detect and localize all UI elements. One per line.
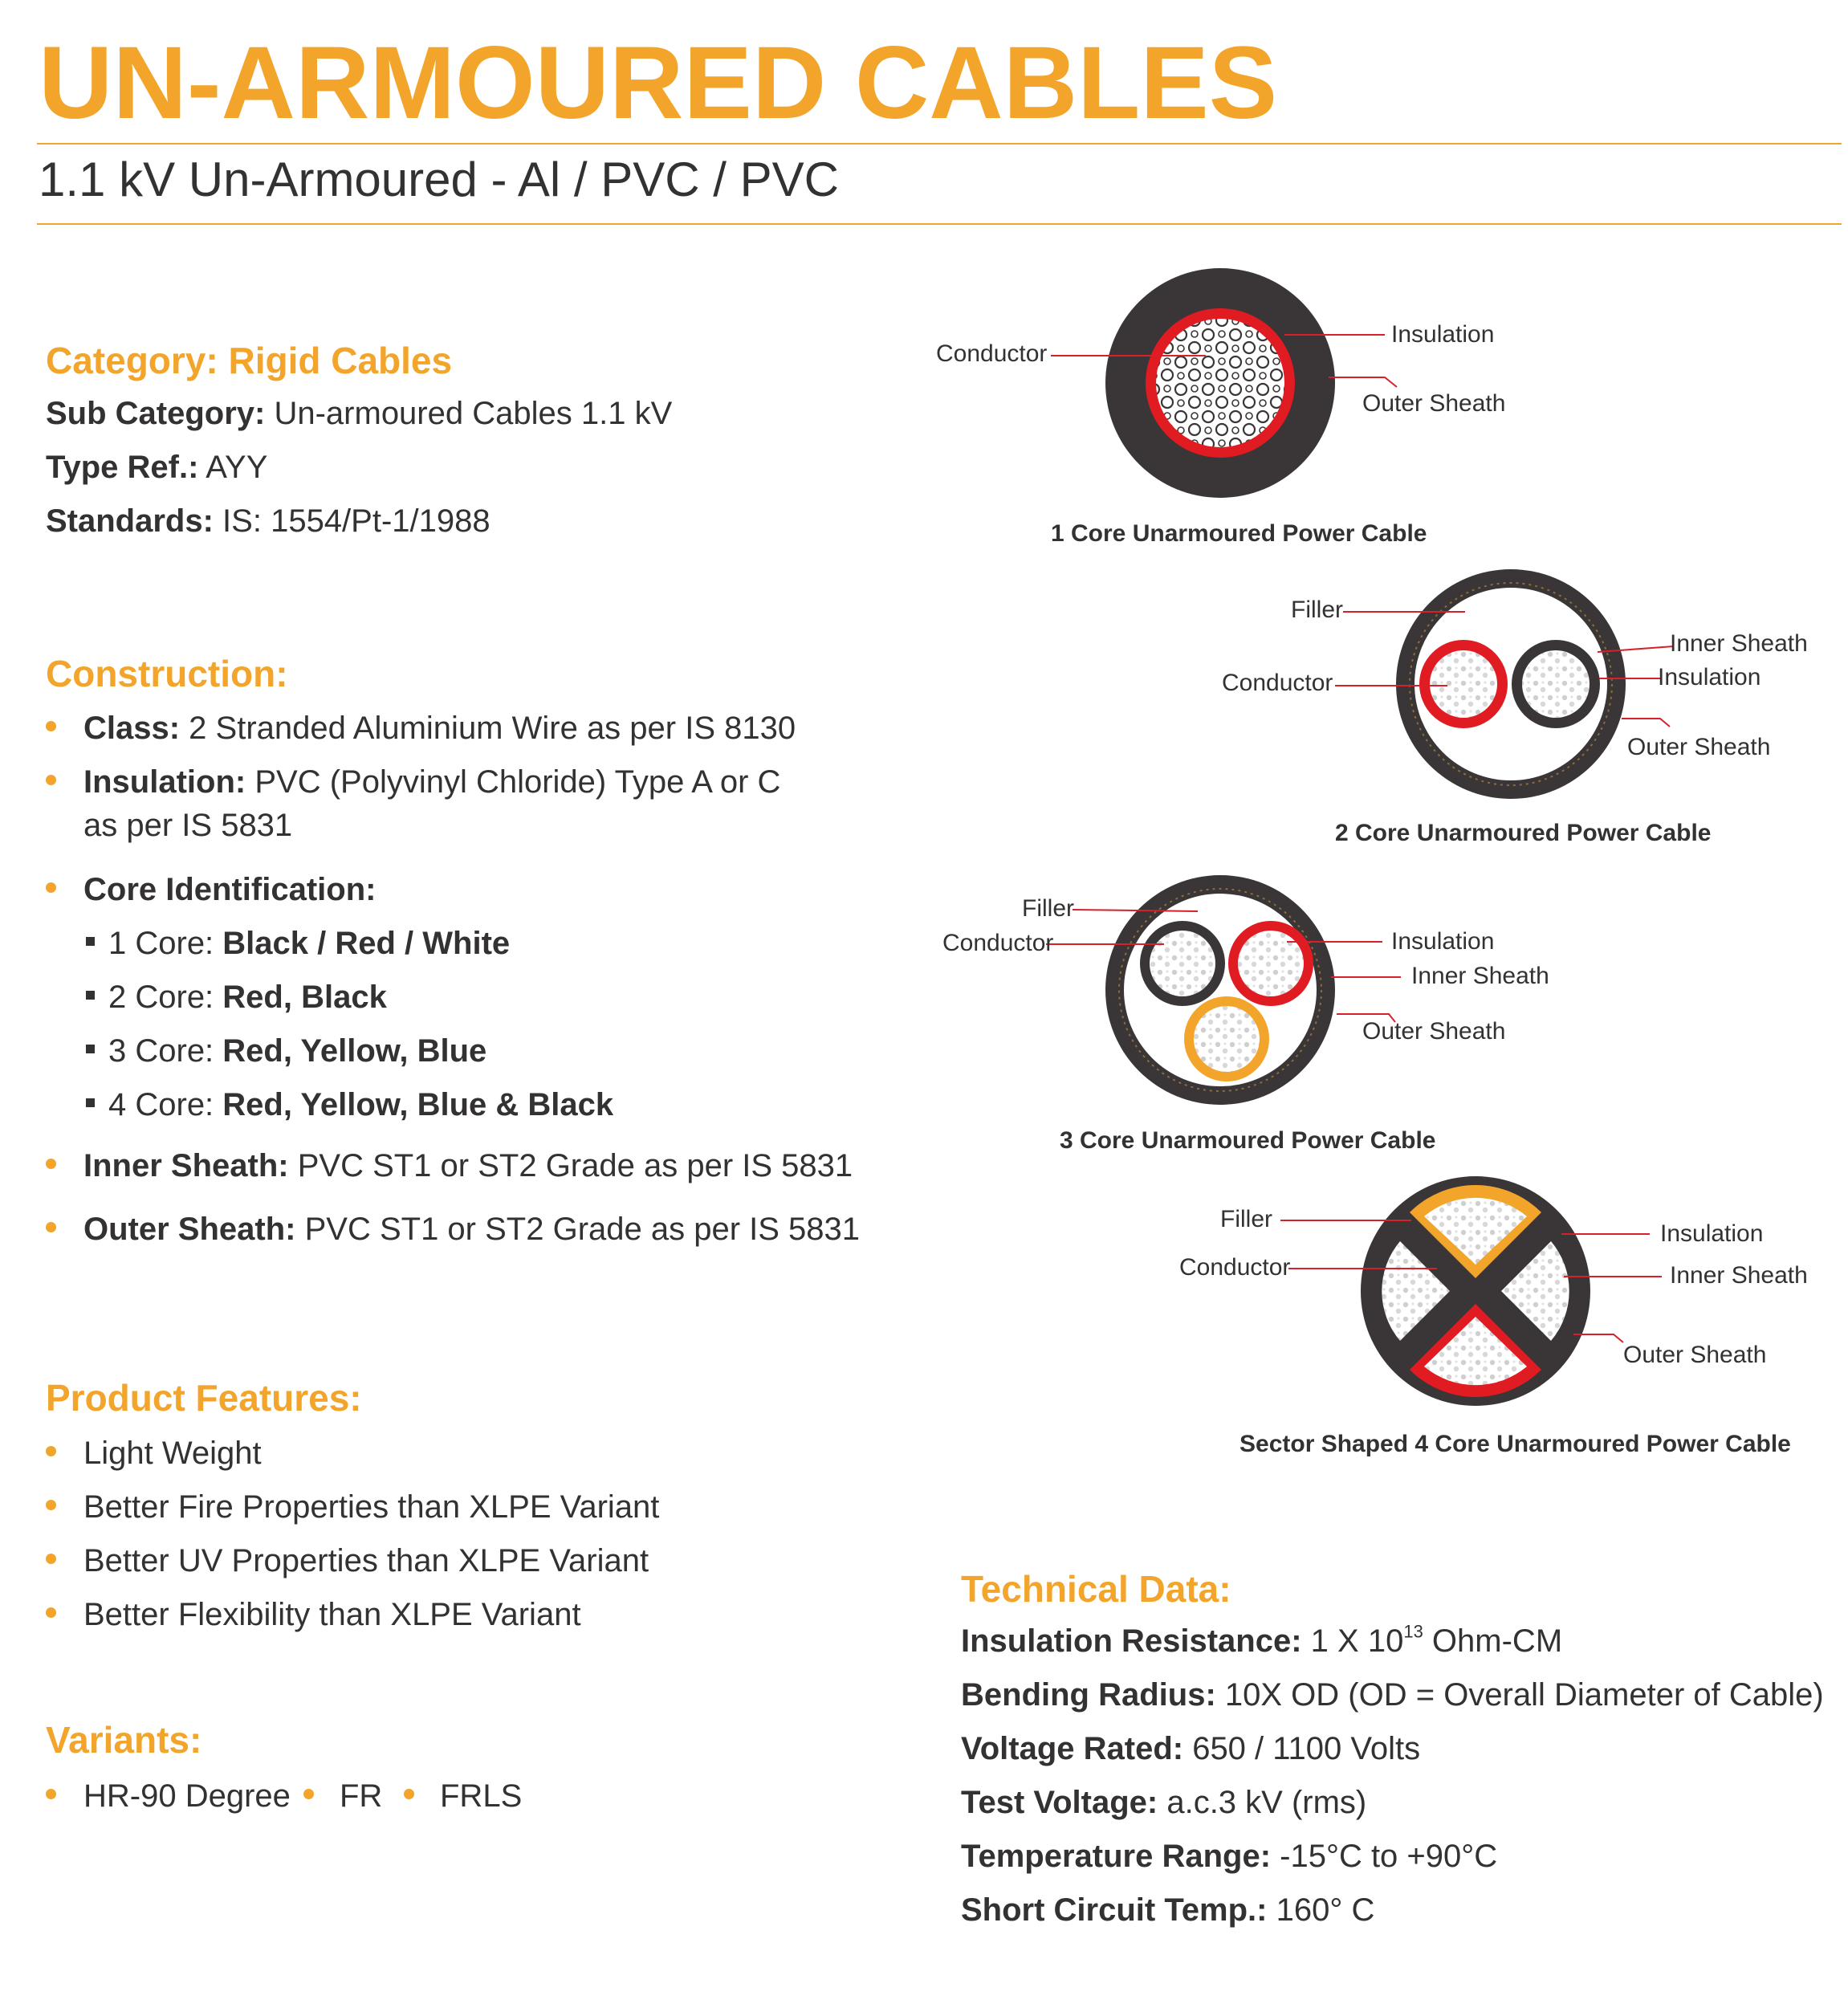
temperature-range-label: Temperature Range: xyxy=(961,1839,1272,1874)
sub-category-value: Un-armoured Cables 1.1 kV xyxy=(265,396,673,431)
type-ref-label: Type Ref.: xyxy=(46,450,199,485)
core-label: 4 Core: xyxy=(108,1087,223,1122)
outer-sheath-label: Outer Sheath xyxy=(1362,1018,1506,1045)
filler-label: Filler xyxy=(1291,597,1343,623)
page-title: UN-ARMOURED CABLES xyxy=(39,26,1278,141)
outer-sheath-value: PVC ST1 or ST2 Grade as per IS 5831 xyxy=(295,1212,861,1247)
core-label: 3 Core: xyxy=(108,1033,223,1069)
core-red-conductor xyxy=(1238,931,1304,996)
conductor-label: Conductor xyxy=(936,340,1048,367)
filler-label: Filler xyxy=(1022,895,1074,922)
category-heading: Category: Rigid Cables xyxy=(46,340,453,381)
inner-sheath-label: Inner Sheath xyxy=(1411,963,1549,989)
test-voltage-label: Test Voltage: xyxy=(961,1785,1158,1820)
class-label: Class: xyxy=(83,711,181,746)
insulation-label: Insulation xyxy=(1658,664,1761,690)
inner-sheath-value: PVC ST1 or ST2 Grade as per IS 5831 xyxy=(288,1148,853,1183)
insulation-label: Insulation xyxy=(1391,928,1495,955)
insulation-line-2: as per IS 5831 xyxy=(83,808,293,843)
voltage-rated-label: Voltage Rated: xyxy=(961,1731,1184,1766)
core-label: 2 Core: xyxy=(108,980,223,1015)
core-identification-label: Core Identification: xyxy=(83,872,377,907)
insulation-resistance-label: Insulation Resistance: xyxy=(961,1623,1302,1659)
variants-heading: Variants: xyxy=(46,1719,202,1761)
core-colors: Red, Black xyxy=(222,980,387,1015)
bending-radius-label: Bending Radius: xyxy=(961,1677,1216,1713)
filler-label: Filler xyxy=(1220,1206,1272,1232)
core-yellow-conductor xyxy=(1194,1006,1260,1072)
outer-sheath-label: Outer Sheath xyxy=(1362,390,1506,417)
insulation-value: PVC (Polyvinyl Chloride) Type A or C xyxy=(246,764,781,800)
core-colors: Red, Yellow, Blue & Black xyxy=(222,1087,614,1122)
three-core-cable-diagram xyxy=(1046,875,1401,1105)
outer-sheath-label: Outer Sheath xyxy=(1623,1342,1767,1368)
standards-value: IS: 1554/Pt-1/1988 xyxy=(213,503,490,539)
one-core-cable-diagram xyxy=(1051,268,1397,498)
technical-heading: Technical Data: xyxy=(961,1568,1231,1610)
diagram-caption: 1 Core Unarmoured Power Cable xyxy=(1051,520,1427,547)
conductor-shape xyxy=(1156,319,1284,447)
inner-sheath-label: Inner Sheath xyxy=(1670,1262,1808,1289)
variant-item: HR-90 Degree xyxy=(83,1778,291,1814)
variant-item: FR xyxy=(340,1778,383,1814)
short-circuit-label: Short Circuit Temp.: xyxy=(961,1892,1268,1928)
standards-label: Standards: xyxy=(46,503,214,539)
insulation-label: Insulation: xyxy=(83,764,246,800)
temperature-range-value: -15°C to +90°C xyxy=(1271,1839,1498,1874)
sub-category-label: Sub Category: xyxy=(46,396,266,431)
feature-item: Better UV Properties than XLPE Variant xyxy=(83,1543,649,1578)
page-subtitle: 1.1 kV Un-Armoured - Al / PVC / PVC xyxy=(39,153,840,206)
diagram-caption: 2 Core Unarmoured Power Cable xyxy=(1335,820,1712,846)
inner-sheath-label: Inner Sheath: xyxy=(83,1148,289,1183)
conductor-label: Conductor xyxy=(1179,1254,1291,1281)
outer-sheath-label: Outer Sheath xyxy=(1627,734,1771,760)
core-colors: Black / Red / White xyxy=(222,926,511,961)
type-ref-value: AYY xyxy=(198,450,268,485)
diagram-caption: 3 Core Unarmoured Power Cable xyxy=(1060,1127,1436,1154)
insulation-resistance-prefix: 1 X 10 xyxy=(1301,1623,1404,1659)
feature-item: Better Fire Properties than XLPE Variant xyxy=(83,1489,660,1525)
insulation-resistance-exponent: 13 xyxy=(1403,1621,1423,1642)
two-core-cable-diagram xyxy=(1335,569,1674,799)
core-black-conductor xyxy=(1150,931,1215,996)
core-colors: Red, Yellow, Blue xyxy=(222,1033,487,1069)
insulation-label: Insulation xyxy=(1660,1220,1764,1247)
construction-heading: Construction: xyxy=(46,653,288,694)
features-heading: Product Features: xyxy=(46,1377,362,1419)
outer-sheath-label: Outer Sheath: xyxy=(83,1212,296,1247)
insulation-label: Insulation xyxy=(1391,321,1495,348)
test-voltage-value: a.c.3 kV (rms) xyxy=(1158,1785,1367,1820)
voltage-rated-value: 650 / 1100 Volts xyxy=(1183,1731,1421,1766)
four-core-cable-diagram xyxy=(1280,1176,1662,1406)
feature-item: Light Weight xyxy=(83,1436,262,1471)
feature-item: Better Flexibility than XLPE Variant xyxy=(83,1597,581,1632)
variant-item: FRLS xyxy=(440,1778,523,1814)
core-label: 1 Core: xyxy=(108,926,223,961)
core-black-conductor xyxy=(1522,650,1590,718)
diagram-caption: Sector Shaped 4 Core Unarmoured Power Cable xyxy=(1239,1431,1791,1457)
inner-sheath-label: Inner Sheath xyxy=(1670,630,1808,657)
bending-radius-value: 10X OD (OD = Overall Diameter of Cable) xyxy=(1215,1677,1824,1713)
conductor-label: Conductor xyxy=(1222,670,1333,696)
short-circuit-value: 160° C xyxy=(1267,1892,1375,1928)
conductor-label: Conductor xyxy=(942,930,1054,956)
core-red-conductor xyxy=(1430,650,1497,718)
insulation-resistance-suffix: Ohm-CM xyxy=(1423,1623,1563,1659)
class-value: 2 Stranded Aluminium Wire as per IS 8130 xyxy=(180,711,796,746)
